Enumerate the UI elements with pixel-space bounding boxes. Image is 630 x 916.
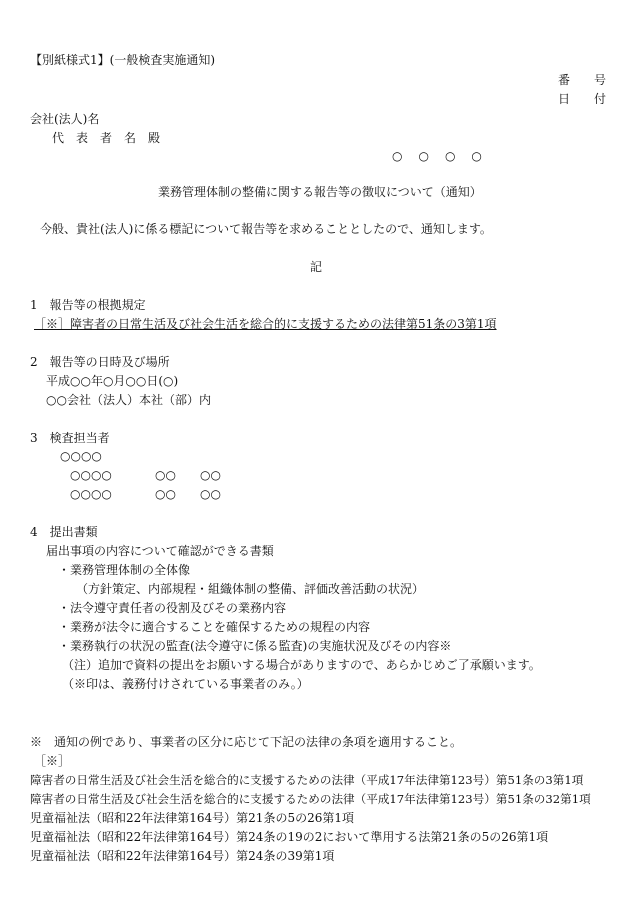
section4-sub: 届出事項の内容について確認ができる書類 — [46, 544, 274, 558]
section4-heading: 4 提出書類 — [30, 525, 98, 539]
law-reference: 児童福祉法（昭和22年法律第164号）第24条の39第1項 — [30, 849, 335, 863]
note-mandatory: （※印は、義務付けされている事業者のみ。） — [62, 677, 309, 691]
document-item-detail: （方針策定、内部規程・組織体制の整備、評価改善活動の状況） — [76, 582, 425, 596]
inspector-name: ○○○○ — [70, 487, 112, 501]
intro-text: 今般、貴社(法人)に係る標記について報告等を求めることとしたので、通知します。 — [40, 222, 492, 236]
section3-heading: 3 検査担当者 — [30, 431, 110, 445]
inspector-field-b: ○○ — [200, 468, 221, 482]
law-reference: 障害者の日常生活及び社会生活を総合的に支援するための法律（平成17年法律第123号）第51条の32第1項 — [30, 792, 591, 806]
section1-heading: 1 報告等の根拠規定 — [30, 298, 146, 312]
section2-date: 平成○○年○月○○日(○) — [46, 374, 179, 388]
law-reference: 児童福祉法（昭和22年法律第164号）第21条の5の26第1項 — [30, 811, 354, 825]
inspector-leader: ○○○○ — [60, 449, 102, 463]
inspector-field-b: ○○ — [200, 487, 221, 501]
document-item: ・業務管理体制の全体像 — [58, 563, 191, 577]
form-label: 【別紙様式1】(一般検査実施通知) — [30, 53, 215, 67]
date-label: 日 付 — [558, 92, 607, 106]
law-reference: 障害者の日常生活及び社会生活を総合的に支援するための法律（平成17年法律第123号）第51条の3第1項 — [30, 773, 584, 787]
footnote-intro: ※ 通知の例であり、事業者の区分に応じて下記の法律の条項を適用すること。 — [30, 735, 463, 749]
ki-heading: 記 — [310, 260, 323, 274]
section2-heading: 2 報告等の日時及び場所 — [30, 355, 170, 369]
addressee-representative: 代 表 者 名 殿 — [52, 131, 161, 145]
law-reference: 児童福祉法（昭和22年法律第164号）第24条の19の2において準用する法第21条の5の26第1項 — [30, 830, 549, 844]
inspector-field-a: ○○ — [155, 487, 176, 501]
sender: ○ ○ ○ ○ — [392, 149, 484, 163]
document-item: ・業務が法令に適合することを確保するための規程の内容 — [58, 620, 371, 634]
addressee-company: 会社(法人)名 — [30, 112, 100, 126]
document-item: ・業務執行の状況の監査(法令遵守に係る監査)の実施状況及びその内容※ — [58, 639, 452, 653]
inspector-field-a: ○○ — [155, 468, 176, 482]
note-additional: （注）追加で資料の提出をお願いする場合がありますので、あらかじめご了承願います。 — [62, 658, 541, 672]
document-title: 業務管理体制の整備に関する報告等の徴収について（通知） — [158, 185, 482, 199]
document-item: ・法令遵守責任者の役割及びその業務内容 — [58, 601, 287, 615]
footnote-mark: ［※］ — [34, 754, 71, 768]
section1-law: ［※］障害者の日常生活及び社会生活を総合的に支援するための法律第51条の3第1項 — [34, 317, 497, 331]
number-label: 番 号 — [558, 73, 607, 87]
section2-place: ○○会社（法人）本社（部）内 — [46, 393, 211, 407]
inspector-name: ○○○○ — [70, 468, 112, 482]
